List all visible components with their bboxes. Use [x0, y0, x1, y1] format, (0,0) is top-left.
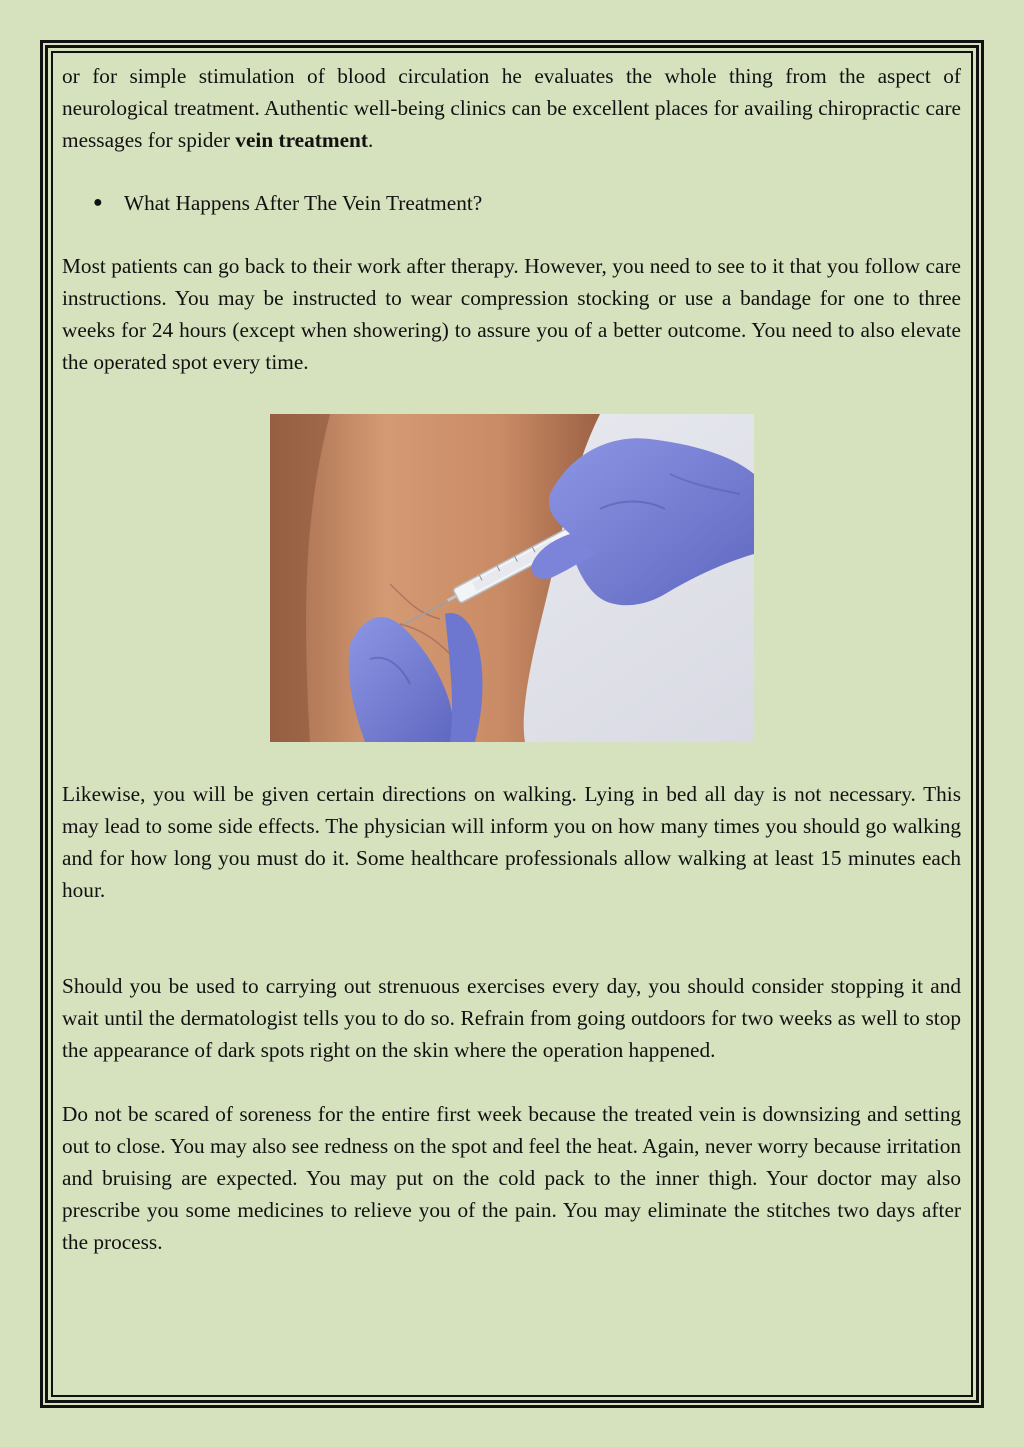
bullet-heading: What Happens After The Vein Treatment? — [124, 191, 483, 215]
soreness-paragraph: Do not be scared of soreness for the entire first week because the treated vein is downsizing and setting out to close. You may also see redness on the spot and feel the heat. Again, never worry because irritation and bruising are expected. You may put on the cold pack to the inner thigh. Your doctor may also prescribe you some medicines to relieve you of the pain. You may eliminate the stitches two days after the process. — [62, 1102, 961, 1254]
exercise-paragraph: Should you be used to carrying out strenuous exercises every day, you should consider stopping it and wait until the dermatologist tells you to do so. Refrain from going outdoors for two weeks as well to stop the appearance of dark spots right on the skin where the operation happened. — [62, 974, 961, 1062]
intro-paragraph — [62, 60, 961, 156]
intro-period: . — [367, 128, 374, 152]
after-therapy-paragraph: Most patients can go back to their work after therapy. However, you need to see to it that you follow care instructions. You may be instructed to wear compression stocking or use a bandage for one to three weeks for 24 hours (except when showering) to assure you of a better outcome. You need to also elevate the operated spot every time. — [62, 254, 961, 374]
vein-injection-photo — [270, 414, 754, 742]
vein-treatment-emphasis: vein treatment — [235, 128, 368, 152]
bullet-item — [62, 187, 961, 219]
document-body — [62, 60, 961, 1258]
walking-paragraph: Likewise, you will be given certain directions on walking. Lying in bed all day is not necessary. This may lead to some side effects. The physician will inform you on how many times you should go walking and for how long you must do it. Some healthcare professionals allow walking at least 15 minutes each hour. — [62, 782, 961, 902]
intro-text: or for simple stimulation of blood circulation he evaluates the whole thing from the aspect of neurological treatment. Authentic well-being clinics can be excellent places for availing chiropractic care messages for spider — [62, 64, 961, 152]
bullet-dot-icon: ● — [93, 194, 103, 211]
